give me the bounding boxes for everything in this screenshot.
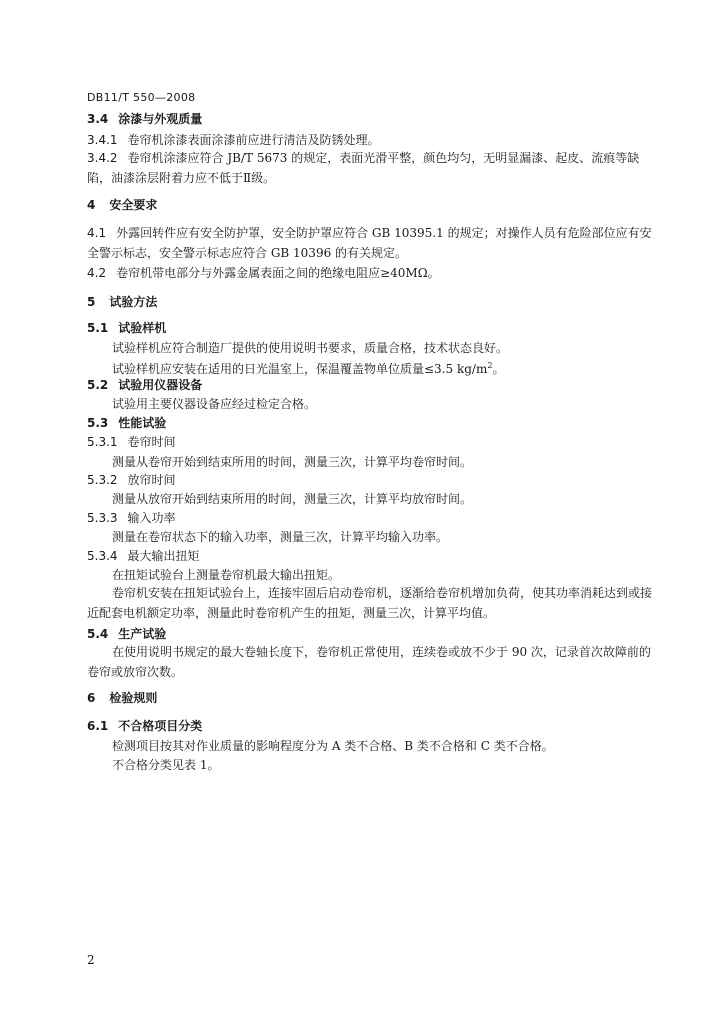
- document-header: DB11/T 550—2008: [87, 91, 196, 104]
- section-5-2-heading: 5.2 试验用仪器设备: [87, 378, 203, 392]
- clause-5-3-1-heading: 5.3.1 卷帘时间: [87, 435, 176, 449]
- section-6-heading: 6 检验规则: [87, 691, 158, 705]
- clause-5-3-4-heading: 5.3.4 最大输出扭矩: [87, 549, 200, 563]
- clause-4-1: 4.1 外露回转件应有安全防护罩，安全防护罩应符合 GB 10395.1 的规定；对操作人员有危险部位应有安全警示标志，安全警示标志应符合 GB 10396 的有关规定。: [87, 226, 652, 260]
- paragraph-6-1-b: 不合格分类见表 1。: [112, 758, 220, 772]
- paragraph-6-1-a: 检测项目按其对作业质量的影响程度分为 A 类不合格、B 类不合格和 C 类不合格。: [112, 739, 554, 753]
- section-4-heading: 4 安全要求: [87, 198, 158, 212]
- clause-5-3-3-heading: 5.3.3 输入功率: [87, 511, 176, 525]
- page-number: 2: [87, 953, 95, 967]
- section-5-4-heading: 5.4 生产试验: [87, 627, 167, 641]
- paragraph-5-3-3: 测量在卷帘状态下的输入功率，测量三次，计算平均输入功率。: [112, 530, 449, 544]
- paragraph-5-3-2: 测量从放帘开始到结束所用的时间，测量三次，计算平均放帘时间。: [112, 492, 473, 506]
- paragraph-5-2: 试验用主要仪器设备应经过检定合格。: [112, 397, 317, 411]
- paragraph-5-3-4-a: 在扭矩试验台上测量卷帘机最大输出扭矩。: [112, 568, 341, 582]
- clause-4-2: 4.2 卷帘机带电部分与外露金属表面之间的绝缘电阻应≥40MΩ。: [87, 266, 440, 280]
- paragraph-5-1-b: 试验样机应安装在适用的日光温室上，保温覆盖物单位质量≤3.5 $kg/m^2$。: [112, 361, 505, 376]
- paragraph-5-4: 在使用说明书规定的最大卷轴长度下，卷帘机正常使用，连续卷或放不少于 90 次，记录首次故障前的卷帘或放帘次数。: [87, 645, 651, 679]
- section-5-heading: 5 试验方法: [87, 295, 158, 309]
- clause-3-4-2: 3.4.2 卷帘机涂漆应符合 JB/T 5673 的规定，表面光滑平整，颜色均匀，无明显漏漆、起皮、流痕等缺陷，油漆涂层附着力应不低于Ⅱ级。: [87, 151, 640, 185]
- clause-5-3-2-heading: 5.3.2 放帘时间: [87, 473, 176, 487]
- section-6-1-heading: 6.1 不合格项目分类: [87, 719, 203, 733]
- paragraph-5-3-1: 测量从卷帘开始到结束所用的时间，测量三次，计算平均卷帘时间。: [112, 455, 473, 469]
- section-5-1-heading: 5.1 试验样机: [87, 321, 167, 335]
- clause-3-4-1: 3.4.1 卷帘机涂漆表面涂漆前应进行清洁及防锈处理。: [87, 133, 380, 147]
- paragraph-5-1-a: 试验样机应符合制造厂提供的使用说明书要求，质量合格，技术状态良好。: [112, 341, 509, 355]
- section-3-4-heading: 3.4 涂漆与外观质量: [87, 112, 203, 126]
- paragraph-5-3-4-b: 卷帘机安装在扭矩试验台上，连接牢固后启动卷帘机，逐渐给卷帘机增加负荷，使其功率消耗达到或接近配套电机额定功率，测量此时卷帘机产生的扭矩，测量三次，计算平均值。: [87, 586, 653, 620]
- section-5-3-heading: 5.3 性能试验: [87, 416, 167, 430]
